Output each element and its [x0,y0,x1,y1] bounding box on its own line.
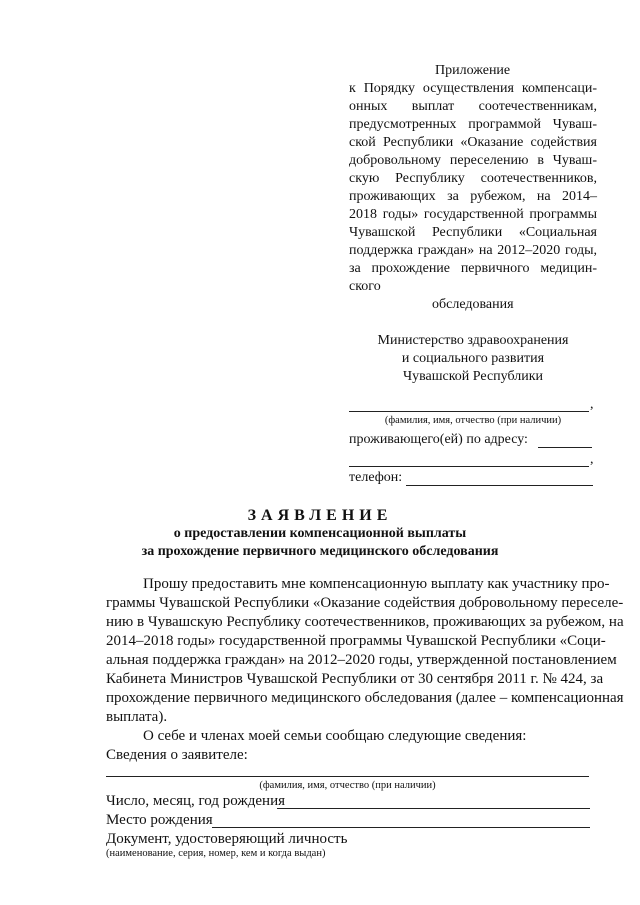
appendix-line: проживающих за рубежом, на 2014– [349,189,597,204]
appendix-line: добровольному переселению в Чуваш- [349,153,597,168]
id-document-caption: (наименование, серия, номер, кем и когда выдан) [106,848,326,859]
addressee-line: и социального развития [401,351,545,366]
sender-name-field[interactable] [349,411,589,412]
birth-place-field[interactable] [212,827,590,828]
addressee-line: Чувашской Республики [402,369,544,384]
phone-label: телефон: [349,470,403,485]
appendix-line: предусмотренных программой Чуваш- [349,117,597,132]
address-field-2[interactable] [349,466,589,467]
applicant-name-caption: (фамилия, имя, отчество (при наличии) [259,780,436,791]
address-field[interactable] [538,447,592,448]
paragraph-line: Прошу предоставить мне компенсационную выплату как участнику про- [143,576,610,592]
appendix-line: за прохождение первичного медицин- [349,261,597,276]
birth-date-label: Число, месяц, год рождения [106,793,285,809]
appendix-line: поддержка граждан» на 2012–2020 годы, [349,243,597,258]
applicant-name-field[interactable] [106,776,589,777]
phone-field[interactable] [406,485,593,486]
birth-place-label: Место рождения [106,812,213,828]
paragraph-line: нию в Чувашскую Республику соотечественников, проживающих за рубежом, на [106,614,624,630]
appendix-line: ской Республики «Оказание содействия [349,135,597,150]
statement-subtitle: о предоставлении компенсационной выплаты [173,526,467,541]
comma: , [590,452,594,467]
family-intro: О себе и членах моей семьи сообщаю следующие сведения: [143,728,527,744]
appendix-line: скую Республику соотечественников, [349,171,597,186]
paragraph-line: альная поддержка граждан» на 2012–2020 годы, утвержденной постановлением [106,652,617,668]
address-label: проживающего(ей) по адресу: [349,432,528,447]
applicant-label: Сведения о заявителе: [106,747,248,763]
statement-title: ЗАЯВЛЕНИЕ [247,507,393,524]
paragraph-line: 2014–2018 годы» государственной программы Чувашской Республики «Соци- [106,633,606,649]
appendix-line: ского [349,279,381,294]
comma: , [590,397,594,412]
appendix-line: Чувашской Республики «Социальная [349,225,597,240]
appendix-last-line: обследования [432,297,514,312]
statement-subtitle: за прохождение первичного медицинского обследования [141,544,499,559]
paragraph-line: Кабинета Министров Чувашской Республики от 30 сентября 2011 г. № 424, за [106,671,604,687]
appendix-line: к Порядку осуществления компенсаци- [349,81,597,96]
appendix-title: Приложение [435,63,511,78]
paragraph-line: выплата). [106,709,168,725]
addressee-line: Министерство здравоохранения [377,333,569,348]
id-document-label: Документ, удостоверяющий личность [106,831,348,847]
paragraph-line: граммы Чувашской Республики «Оказание содействия добровольному переселе- [106,595,624,611]
sender-name-caption: (фамилия, имя, отчество (при наличии) [384,415,562,426]
paragraph-line: прохождение первичного медицинского обследования (далее – компенсационная [106,690,624,706]
birth-date-field[interactable] [277,808,590,809]
appendix-line: онных выплат соотечественникам, [349,99,597,114]
appendix-line: 2018 годы» государственной программы [349,207,597,222]
